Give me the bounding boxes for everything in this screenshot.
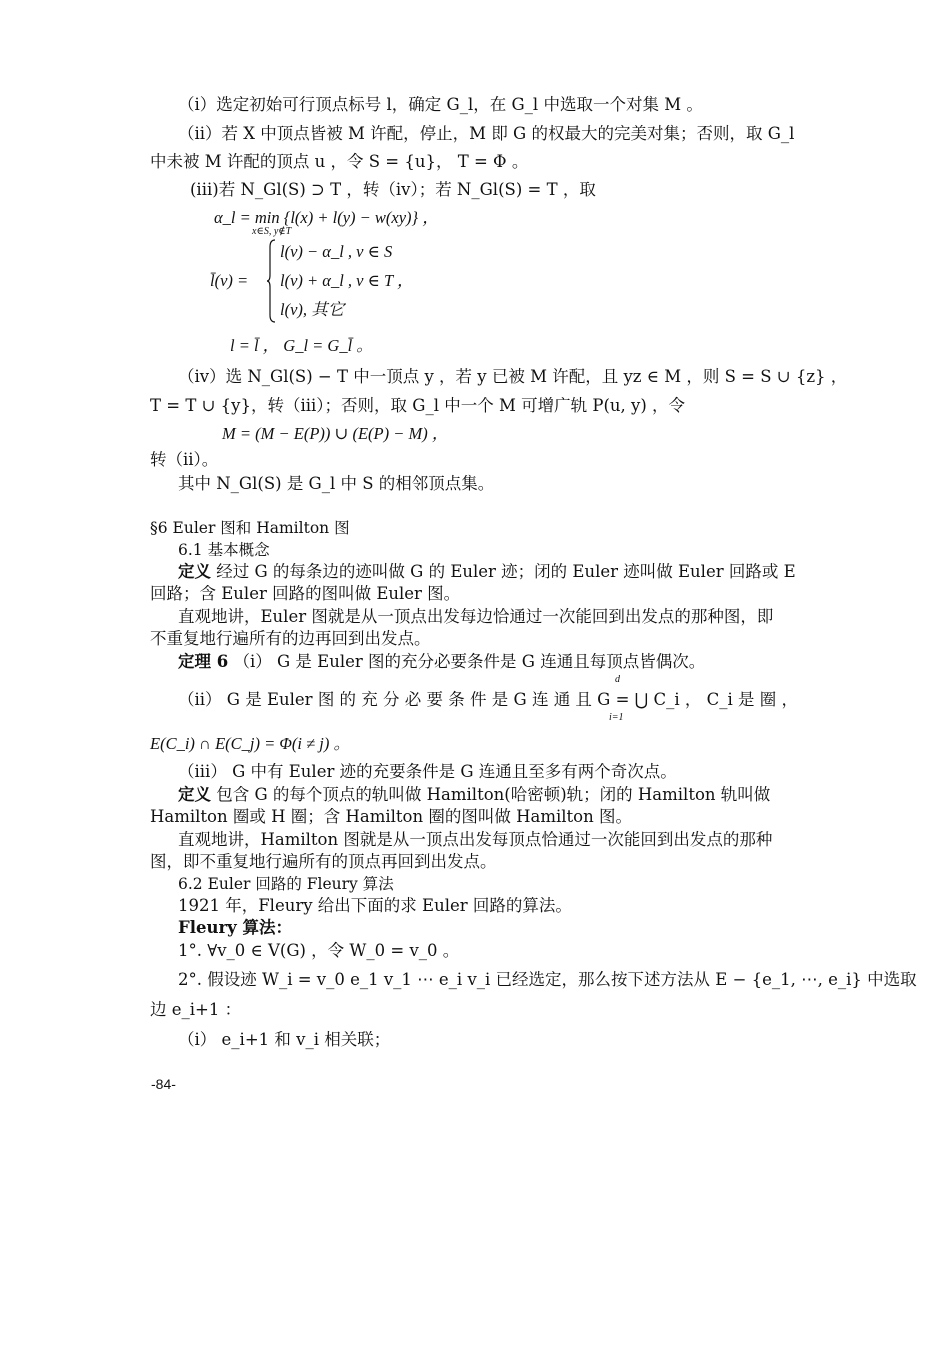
union-superscript: d: [615, 674, 620, 685]
algorithm-step: 2°. 假设迹 W_i = v_0 e_1 v_1 ⋯ e_i v_i 已经选定，那么按下述方法从 E − {e_1, ⋯, e_i} 中选取: [178, 970, 917, 989]
page-number: -84-: [151, 1076, 176, 1092]
text-line: 不重复地行遍所有的边再回到出发点。: [150, 629, 431, 648]
text-line: 图，即不重复地行遍所有的顶点再回到出发点。: [150, 852, 497, 871]
definition-text: 经过 G 的每条边的迹叫做 G 的 Euler 迹；闭的 Euler 迹叫做 Euler 回路或 E: [211, 562, 796, 581]
definition-line: [178, 562, 796, 582]
text-line: 回路；含 Euler 回路的图叫做 Euler 图。: [150, 584, 461, 603]
text-line: 1921 年，Fleury 给出下面的求 Euler 回路的算法。: [178, 896, 572, 915]
text-line: （ii） G 是 Euler 图 的 充 分 必 要 条 件 是 G 连 通 且 G = ⋃ C_i ， C_i 是 圈 ，: [178, 690, 798, 709]
algorithm-step: 1°. ∀v_0 ∈ V(G) ，令 W_0 = v_0 。: [178, 941, 460, 960]
definition-line: [178, 785, 770, 805]
formula-disjoint: E(C_i) ∩ E(C_j) = Φ(i ≠ j) 。: [150, 734, 351, 753]
formula-case: l(v) − α_l , v ∈ S: [280, 242, 393, 261]
text-line: 中未被 M 许配的顶点 u ，令 S = {u}， T = Φ 。: [150, 152, 529, 171]
text-line: (iii)若 N_Gl(S) ⊃ T ，转（iv）；若 N_Gl(S) = T ，取: [190, 180, 596, 199]
algorithm-title: Fleury 算法：: [178, 918, 293, 937]
union-subscript: i=1: [609, 712, 624, 723]
text-line: Hamilton 圈或 H 圈；含 Hamilton 圈的图叫做 Hamilton 图。: [150, 807, 632, 826]
subsection-heading: 6.2 Euler 回路的 Fleury 算法: [178, 875, 394, 893]
formula-assign: l = l̄ ， G_l = G_l̄ 。: [230, 336, 373, 355]
text-line: 直观地讲，Hamilton 图就是从一顶点出发每顶点恰通过一次能回到出发点的那种: [178, 830, 773, 849]
text-line: （iii） G 中有 Euler 迹的充要条件是 G 连通且至多有两个奇次点。: [178, 762, 677, 781]
text-line: 边 e_i+1 ：: [150, 1000, 242, 1019]
text-line: 转（ii）。: [150, 450, 219, 469]
text-line: （ii）若 X 中顶点皆被 M 许配，停止，M 即 G 的权最大的完美对集；否则，取 G_l: [178, 124, 795, 143]
section-heading: §6 Euler 图和 Hamilton 图: [150, 519, 350, 537]
theorem-text: （i） G 是 Euler 图的充分必要条件是 G 连通且每顶点皆偶次。: [228, 652, 706, 671]
text-line: （i）选定初始可行顶点标号 l，确定 G_l，在 G_l 中选取一个对集 M 。: [178, 95, 703, 114]
formula-lbar: l̄(v) =: [210, 271, 249, 290]
left-brace-icon: [266, 239, 276, 323]
algorithm-substep: （i） e_i+1 和 v_i 相关联；: [178, 1030, 391, 1049]
theorem-line: [178, 652, 705, 672]
formula-case: l(v) + α_l , v ∈ T ，: [280, 271, 414, 290]
definition-label: 定义: [178, 785, 211, 804]
formula-alpha: α_l = min {l(x) + l(y) − w(xy)} ，: [214, 208, 439, 227]
definition-label: 定义: [178, 562, 211, 581]
definition-text: 包含 G 的每个顶点的轨叫做 Hamilton(哈密顿)轨；闭的 Hamilton 轨叫做: [211, 785, 771, 804]
formula-subscript: x∈S, y∉T: [252, 226, 292, 237]
formula-update: M = (M − E(P)) ∪ (E(P) − M) ，: [222, 424, 449, 443]
text-line: 其中 N_Gl(S) 是 G_l 中 S 的相邻顶点集。: [178, 474, 495, 493]
formula-case: l(v), 其它: [280, 300, 345, 319]
theorem-label: 定理 6: [178, 652, 229, 671]
text-line: （iv）选 N_Gl(S) − T 中一顶点 y ，若 y 已被 M 许配，且 yz ∈ M ，则 S = S ∪ {z} ，: [178, 367, 848, 386]
subsection-heading: 6.1 基本概念: [178, 541, 270, 559]
text-line: 直观地讲，Euler 图就是从一顶点出发每边恰通过一次能回到出发点的那种图，即: [178, 607, 774, 626]
text-line: T = T ∪ {y}，转（iii）；否则，取 G_l 中一个 M 可增广轨 P(u, y) ，令: [150, 396, 686, 415]
